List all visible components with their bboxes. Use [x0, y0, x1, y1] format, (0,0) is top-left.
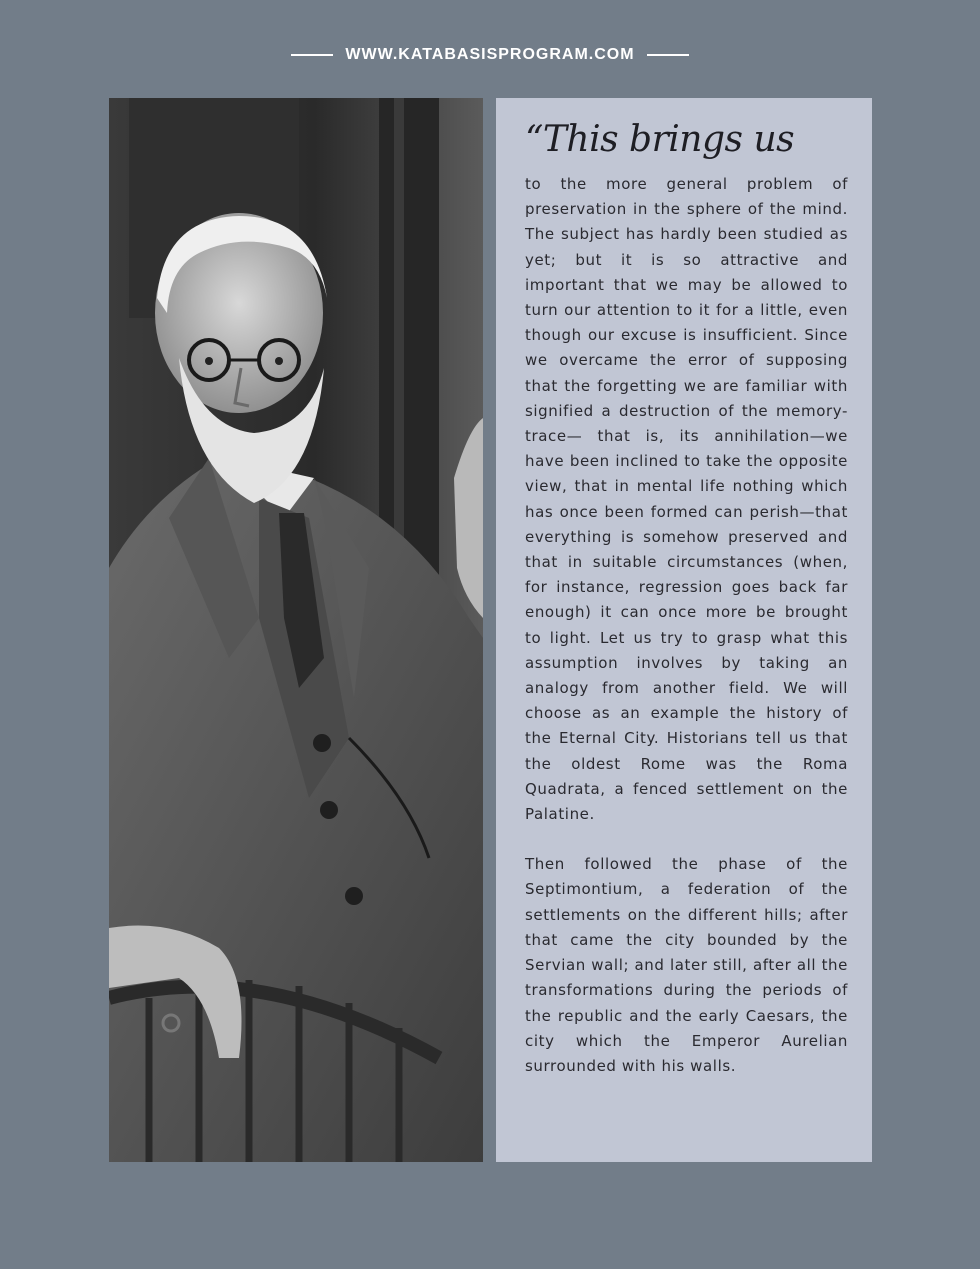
- portrait-illustration: [109, 98, 483, 1162]
- site-header: [0, 46, 980, 64]
- header-rule-left: [291, 54, 333, 56]
- site-url[interactable]: WWW.KATABASISPROGRAM.COM: [345, 46, 635, 63]
- quote-lead: “This brings us: [525, 119, 795, 160]
- quote-paragraph-1: to the more general problem of preservation in the sphere of the mind. The subject has hardly been studied as yet; but it is so attractive and important that we may be allowed to turn our attention to it for a little, even though our excuse is insufficient. Since we overcame the error of supposing that the forgetting we are familiar with signified a destruction of the memory-trace— that is, its annihilation—we have been inclined to take the opposite view, that in mental life nothing which has once been formed can perish—that everything is somehow preserved and that in suitable circumstances (when, for instance, regression goes back far enough) it can once more be brought to light. Let us try to grasp what this assumption involves by taking an analogy from another field. We will choose as an example the history of the Eternal City. Historians tell us that the oldest Rome was the Roma Quadrata, a fenced settlement on the Palatine.: [525, 175, 848, 824]
- quote-panel: [496, 98, 872, 1162]
- header-rule-right: [647, 54, 689, 56]
- quote-paragraph-2: Then followed the phase of the Septimontium, a federation of the settlements on the different hills; after that came the city bounded by the Servian wall; and later still, after all the transformations during the periods of the republic and the early Caesars, the city which the Emperor Aurelian surrounded with his walls.: [525, 855, 848, 1075]
- portrait-photo: [109, 98, 483, 1162]
